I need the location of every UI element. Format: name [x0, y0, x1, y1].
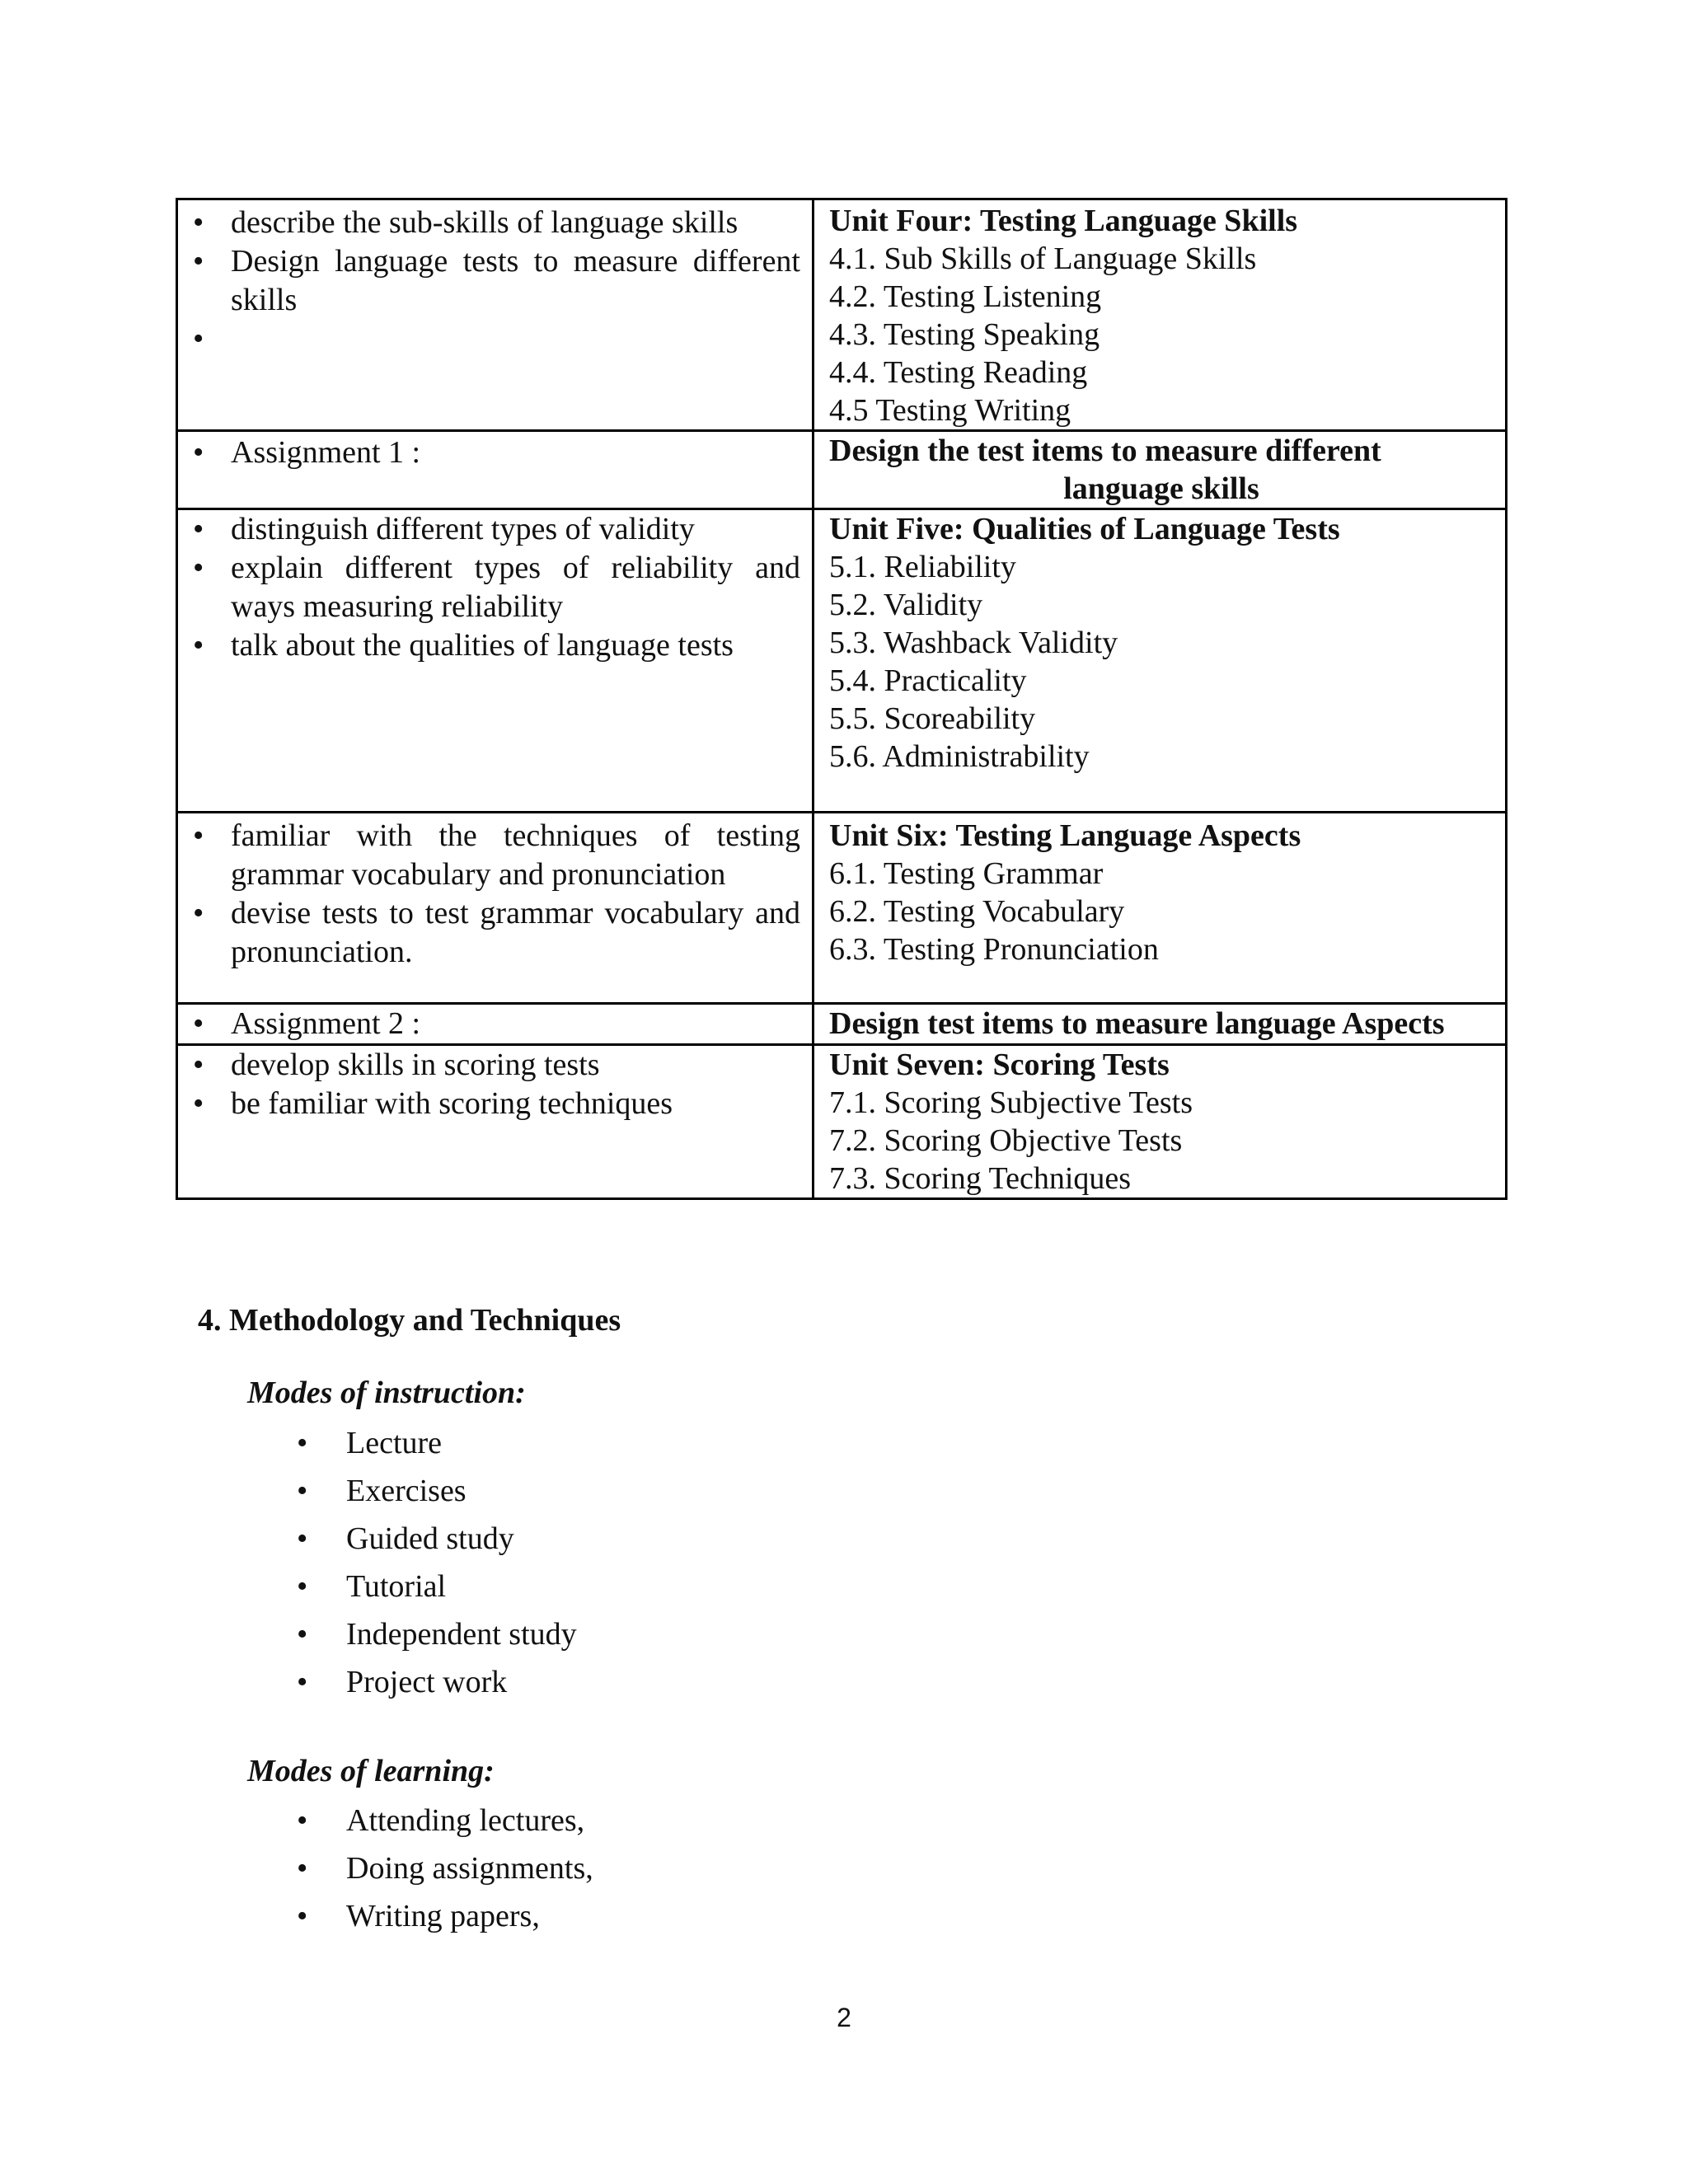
table-row	[177, 509, 1507, 813]
objective-item: • familiar with the techniques of testing grammar vocabulary and pronunciation	[178, 817, 812, 894]
unit-item: 4.3. Testing Speaking	[829, 317, 1100, 352]
assignment-title: Design test items to measure language Aspects	[829, 1006, 1445, 1041]
list-item: • Attending lectures,	[247, 1797, 593, 1844]
table-row	[177, 813, 1507, 1004]
list-item: • Writing papers,	[247, 1892, 593, 1940]
unit-item: 4.2. Testing Listening	[829, 279, 1102, 314]
unit-title: Unit Six: Testing Language Aspects	[829, 818, 1301, 853]
objective-item	[178, 320, 812, 359]
objective-item: • describe the sub-skills of language skills	[178, 204, 812, 242]
learning-modes-list	[247, 1797, 593, 1940]
content-cell	[814, 199, 1507, 431]
objective-item: • develop skills in scoring tests	[178, 1046, 812, 1085]
unit-item: 5.6. Administrability	[829, 739, 1090, 774]
unit-item: 7.3. Scoring Techniques	[829, 1161, 1132, 1196]
course-content-table	[176, 198, 1507, 1200]
table-row	[177, 1004, 1507, 1045]
list-item: • Exercises	[247, 1467, 577, 1515]
unit-item: 6.3. Testing Pronunciation	[829, 932, 1159, 967]
objective-item: • distinguish different types of validity	[178, 510, 812, 549]
objectives-cell	[177, 431, 814, 509]
objectives-cell	[177, 813, 814, 1004]
content-cell	[814, 1004, 1507, 1045]
objective-item: • talk about the qualities of language tests	[178, 626, 812, 665]
list-item: • Independent study	[247, 1610, 577, 1658]
list-item: • Tutorial	[247, 1563, 577, 1610]
unit-title: Unit Four: Testing Language Skills	[829, 204, 1298, 238]
assignment-title: Design the test items to measure different	[829, 434, 1381, 468]
unit-item: 5.4. Practicality	[829, 663, 1027, 698]
objective-item: • devise tests to test grammar vocabulary and pronunciation.	[178, 894, 812, 972]
objective-item: • explain different types of reliability and ways measuring reliability	[178, 549, 812, 626]
content-cell	[814, 1045, 1507, 1199]
objectives-cell	[177, 1004, 814, 1045]
unit-item: 4.4. Testing Reading	[829, 355, 1088, 390]
content-cell	[814, 813, 1507, 1004]
list-item: • Lecture	[247, 1419, 577, 1467]
unit-item: 6.1. Testing Grammar	[829, 856, 1104, 891]
list-item: • Doing assignments,	[247, 1844, 593, 1892]
instruction-modes-list	[247, 1419, 577, 1706]
assignment-title-continued: language skills	[1063, 471, 1259, 506]
content-cell	[814, 509, 1507, 813]
unit-item: 7.2. Scoring Objective Tests	[829, 1123, 1183, 1158]
objectives-cell	[177, 199, 814, 431]
unit-title: Unit Five: Qualities of Language Tests	[829, 512, 1340, 546]
learning-modes-heading: Modes of learning:	[247, 1754, 495, 1788]
objective-item: • Design language tests to measure different skills	[178, 242, 812, 320]
unit-item: 7.1. Scoring Subjective Tests	[829, 1085, 1193, 1120]
unit-item: 4.5 Testing Writing	[829, 393, 1071, 428]
unit-item: 5.3. Washback Validity	[829, 626, 1118, 660]
unit-item: 5.2. Validity	[829, 588, 983, 622]
assignment-label: • Assignment 2 :	[178, 1005, 812, 1043]
unit-title: Unit Seven: Scoring Tests	[829, 1047, 1170, 1082]
table-row	[177, 1045, 1507, 1199]
unit-item: 5.5. Scoreability	[829, 701, 1036, 736]
section-heading: 4. Methodology and Techniques	[198, 1303, 621, 1338]
objectives-cell	[177, 1045, 814, 1199]
list-item: • Project work	[247, 1658, 577, 1706]
page-number: 2	[837, 2003, 851, 2032]
unit-item: 5.1. Reliability	[829, 550, 1016, 584]
instruction-modes-heading: Modes of instruction:	[247, 1376, 526, 1410]
objectives-cell	[177, 509, 814, 813]
objective-item: • be familiar with scoring techniques	[178, 1085, 812, 1123]
table-row	[177, 199, 1507, 431]
unit-item: 6.2. Testing Vocabulary	[829, 894, 1125, 929]
unit-item: 4.1. Sub Skills of Language Skills	[829, 241, 1257, 276]
content-cell	[814, 431, 1507, 509]
assignment-label: • Assignment 1 :	[178, 434, 812, 472]
list-item: • Guided study	[247, 1515, 577, 1563]
table-row	[177, 431, 1507, 509]
